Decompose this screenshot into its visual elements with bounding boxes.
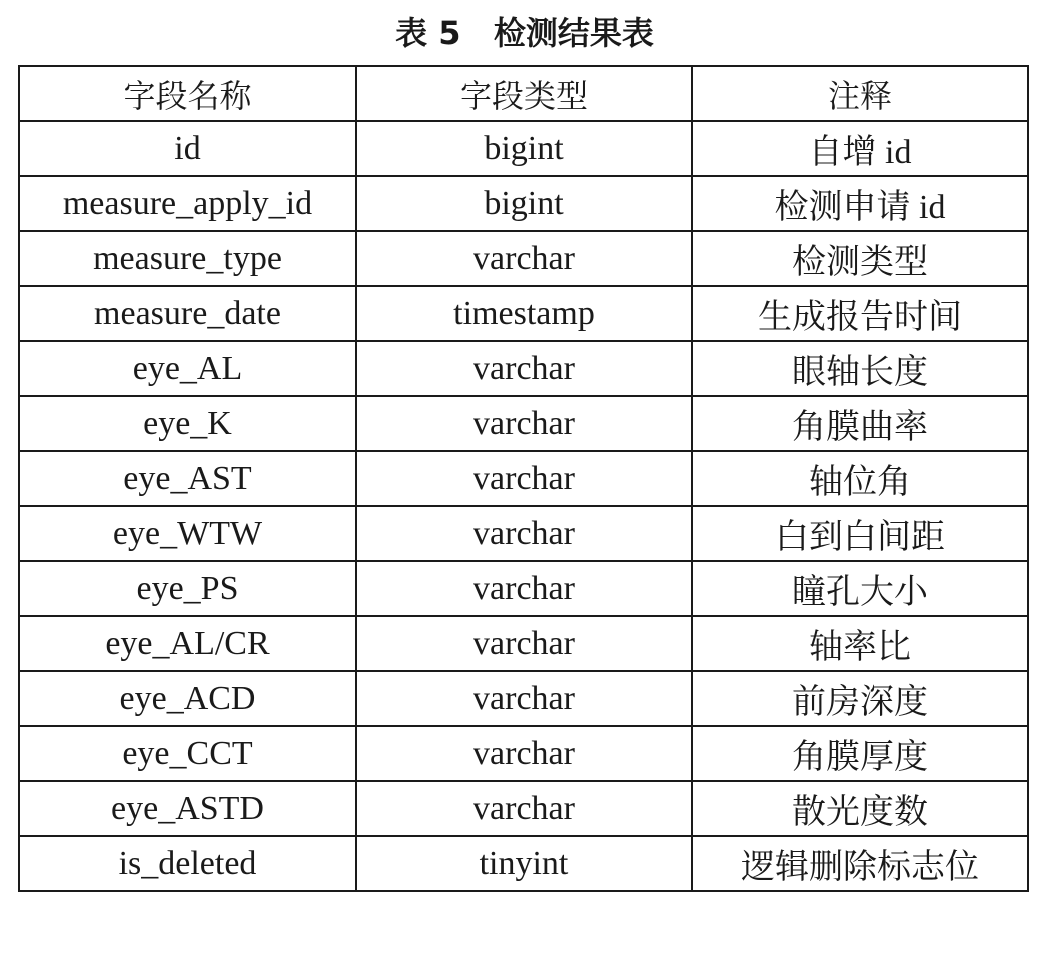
- field-type-cell: varchar: [356, 781, 692, 836]
- field-name-cell: eye_AST: [19, 451, 356, 506]
- field-name-cell: eye_CCT: [19, 726, 356, 781]
- field-name-cell: is_deleted: [19, 836, 356, 891]
- header-field-name: 字段名称: [19, 66, 356, 121]
- table-row: [19, 121, 1028, 176]
- header-comment: 注释: [692, 66, 1028, 121]
- table-row: [19, 726, 1028, 781]
- field-name-cell: eye_ASTD: [19, 781, 356, 836]
- comment-cell: 前房深度: [692, 671, 1028, 726]
- table-row: [19, 341, 1028, 396]
- comment-cell: 瞳孔大小: [692, 561, 1028, 616]
- table-row: [19, 671, 1028, 726]
- comment-cell: 散光度数: [692, 781, 1028, 836]
- field-type-cell: tinyint: [356, 836, 692, 891]
- field-name-cell: measure_apply_id: [19, 176, 356, 231]
- field-type-cell: varchar: [356, 726, 692, 781]
- field-name-cell: eye_PS: [19, 561, 356, 616]
- table-row: [19, 506, 1028, 561]
- comment-cell: 生成报告时间: [692, 286, 1028, 341]
- table-row: [19, 396, 1028, 451]
- field-name-cell: eye_ACD: [19, 671, 356, 726]
- field-type-cell: timestamp: [356, 286, 692, 341]
- comment-cell: 角膜曲率: [692, 396, 1028, 451]
- field-type-cell: varchar: [356, 396, 692, 451]
- field-type-cell: varchar: [356, 231, 692, 286]
- comment-cell: 检测申请 id: [692, 176, 1028, 231]
- field-type-cell: varchar: [356, 451, 692, 506]
- field-type-cell: varchar: [356, 506, 692, 561]
- table-row: [19, 781, 1028, 836]
- field-name-cell: measure_type: [19, 231, 356, 286]
- field-name-cell: id: [19, 121, 356, 176]
- field-type-cell: varchar: [356, 616, 692, 671]
- comment-cell: 轴率比: [692, 616, 1028, 671]
- table-row: [19, 561, 1028, 616]
- comment-cell: 角膜厚度: [692, 726, 1028, 781]
- field-name-cell: eye_K: [19, 396, 356, 451]
- comment-cell: 眼轴长度: [692, 341, 1028, 396]
- header-row: [19, 66, 1028, 121]
- field-type-cell: bigint: [356, 121, 692, 176]
- field-type-cell: varchar: [356, 671, 692, 726]
- header-field-type: 字段类型: [356, 66, 692, 121]
- comment-cell: 逻辑删除标志位: [692, 836, 1028, 891]
- field-name-cell: eye_WTW: [19, 506, 356, 561]
- table-row: [19, 836, 1028, 891]
- table-row: [19, 231, 1028, 286]
- table-row: [19, 616, 1028, 671]
- comment-cell: 自增 id: [692, 121, 1028, 176]
- field-name-cell: eye_AL/CR: [19, 616, 356, 671]
- field-type-cell: bigint: [356, 176, 692, 231]
- table-row: [19, 176, 1028, 231]
- field-type-cell: varchar: [356, 341, 692, 396]
- table-caption: [0, 8, 1049, 58]
- field-name-cell: eye_AL: [19, 341, 356, 396]
- table-number: 表 5: [395, 14, 461, 52]
- detection-result-table: [18, 65, 1029, 892]
- table-row: [19, 286, 1028, 341]
- field-type-cell: varchar: [356, 561, 692, 616]
- table-title: 检测结果表: [493, 14, 654, 52]
- comment-cell: 检测类型: [692, 231, 1028, 286]
- field-name-cell: measure_date: [19, 286, 356, 341]
- table-row: [19, 451, 1028, 506]
- comment-cell: 白到白间距: [692, 506, 1028, 561]
- comment-cell: 轴位角: [692, 451, 1028, 506]
